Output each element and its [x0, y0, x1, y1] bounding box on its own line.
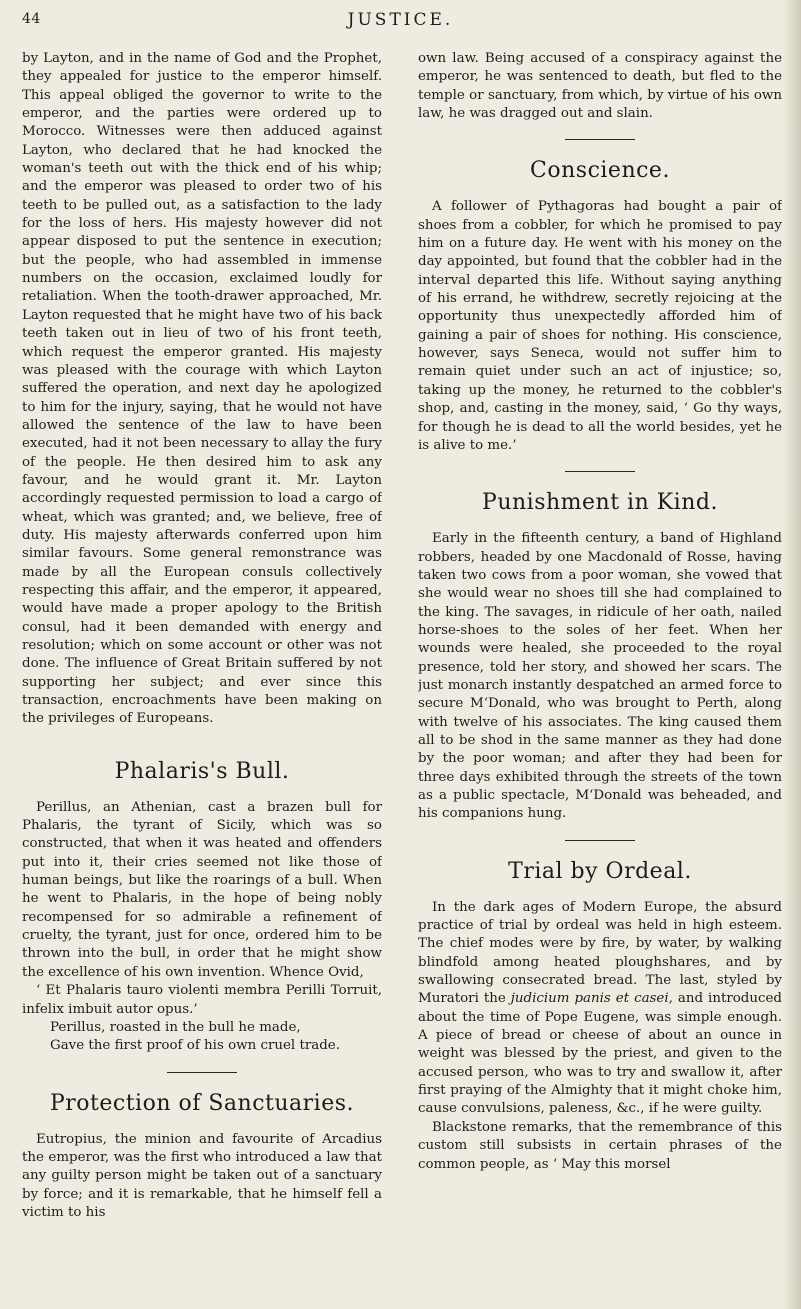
section-divider — [565, 471, 635, 472]
ordeal-paragraph — [418, 899, 782, 1119]
right-column — [418, 50, 782, 1300]
section-divider — [167, 1072, 237, 1073]
punishment-paragraph: Early in the fifteenth century, a band of Highland robbers, headed by one Macdonald of Rosse, having taken two cows from a poor woman, she vowed that she would wear no shoes till she had complained to the king. The savages, in ridicule of her oath, nailed horse-shoes to the soles of her feet. When her wounds were healed, she proceeded to the royal presence, told her story, and showed her scars. The just monarch instantly despatched an armed force to secure M‘Donald, who was brought to Perth, along with twelve of his associates. The king caused them all to be shod in the same manner as they had done by the poor woman; and after they had been for three days exhibited through the streets of the town as a public spectacle, M‘Donald was beheaded, and his companions hung. — [418, 531, 782, 822]
ordeal-text-b: and introduced about the time of Pope Eugene, was simple enough. A piece of bread or cheese of about an ounce in weight was blessed by the priest, and given to the accused person, who was to try and swallow it, after first praying of the Almighty that it might choke him, cause convulsions, paleness, &c., if he were guilty. — [418, 991, 782, 1117]
verse-line-2: Gave the first proof of his own cruel trade. — [50, 1038, 340, 1054]
running-head: JUSTICE. — [347, 10, 454, 30]
section-divider — [565, 840, 635, 841]
page-header — [0, 10, 801, 40]
section-heading-ordeal: Trial by Ordeal. — [508, 858, 692, 884]
section-heading-sanctuaries: Protection of Sanctuaries. — [49, 1090, 355, 1116]
phalaris-paragraph: Perillus, an Athenian, cast a brazen bull for Phalaris, the tyrant of Sicily, which was so constructed, that when it was heated and offenders put into it, their cries seemed not like those of human beings, but like the roarings of a bull. When he went to Phalaris, in the hope of being nobly recompensed for so admirable a refinement of cruelty, the tyrant, just for once, ordered him to be thrown into the bull, in order that he might show the excellence of his own invention. Whence Ovid, — [22, 799, 382, 980]
blackstone-paragraph: Blackstone remarks, that the remembrance of this custom still subsists in certain phrases of the common people, as ‘ May this morsel — [418, 1119, 782, 1172]
verse-line-1: Perillus, roasted in the bull he made, — [50, 1019, 301, 1035]
conscience-paragraph: A follower of Pythagoras had bought a pair of shoes from a cobbler, for which he promised to pay him on a future day. He went with his money on the day appointed, but found that the cobbler had in the interval departed this life. Without saying anything of his errand, he withdrew, secretly rejoicing at the opportunity thus unexpectedly afforded him of gaining a pair of shoes for nothing. His conscience, however, says Seneca, would not suffer him to remain quiet under such an act of injustice; so, taking up the money, he returned to the cobbler's shop, and, casting in the money, said, ‘ Go thy ways, for though he is dead to all the world besides, yet he is alive to me.’ — [418, 199, 782, 453]
phalaris-latin-quote: ‘ Et Phalaris tauro violenti membra Perilli Torruit, infelix imbuit autor opus.’ — [22, 983, 382, 1017]
section-heading-phalaris: Phalaris's Bull. — [114, 758, 290, 784]
section-divider — [565, 139, 635, 140]
section-heading-punishment: Punishment in Kind. — [482, 490, 718, 516]
latin-phrase: judicium panis et casei, — [510, 991, 673, 1007]
sanctuaries-continuation: own law. Being accused of a conspiracy against the emperor, he was sentenced to death, but fled to the temple or sanctuary, from which, by virtue of his own law, he was dragged out and slain. — [418, 51, 782, 122]
page-edge-shadow — [783, 0, 801, 1309]
intro-paragraph: by Layton, and in the name of God and the Prophet, they appealed for justice to the emperor himself. This appeal obliged the governor to write to the emperor, and the parties were ordered up to Morocco. Witnesses were then adduced against Layton, who declared that he had knocked the woman's teeth out with the thick end of his whip; and the emperor was pleased to order two of his teeth to be pulled out, as a satisfaction to the lady for the loss of hers. His majesty however did not appear disposed to put the sentence in execution; but the people, who had assembled in immense numbers on the occasion, exclaimed loudly for retaliation. When the tooth-drawer approached, Mr. Layton requested that he might have two of his back teeth taken out in lieu of two of his front teeth, which request the emperor granted. His majesty was pleased with the courage with which Layton suffered the operation, and next day he apologized to him for the injury, saying, that he would not have allowed the sentence of the law to have been executed, had it not been necessary to allay the fury of the people. He then desired him to ask any favour, and he would grant it. Mr. Layton accordingly requested permission to load a cargo of wheat, which was granted; and, we believe, free of duty. His majesty afterwards conferred upon him similar favours. Some general remonstrance was made by all the European consuls collectively respecting this affair, and the emperor, it appeared, would have made a proper apology to the British consul, had it been demanded with energy and resolution; which on some account or other was not done. The influence of Great Britain suffered by not supporting her subject; and ever since this transaction, encroachments have been making on the privileges of Europeans. — [22, 51, 382, 727]
sanctuaries-paragraph: Eutropius, the minion and favourite of Arcadius the emperor, was the first who introduced a law that any guilty person might be taken out of a sanctuary by force; and it is remarkable, that he himself fell a victim to his — [22, 1131, 382, 1220]
ordeal-text-a: In the dark ages of Modern Europe, the absurd practice of trial by ordeal was held in high esteem. The chief modes were by fire, by water, by walking blindfold among heated ploughshares, and by swallowing consecrated bread. The last, styled by Muratori the — [418, 899, 782, 1007]
left-column — [22, 50, 382, 1300]
section-heading-conscience: Conscience. — [530, 158, 670, 184]
page-number: 44 — [22, 11, 41, 27]
